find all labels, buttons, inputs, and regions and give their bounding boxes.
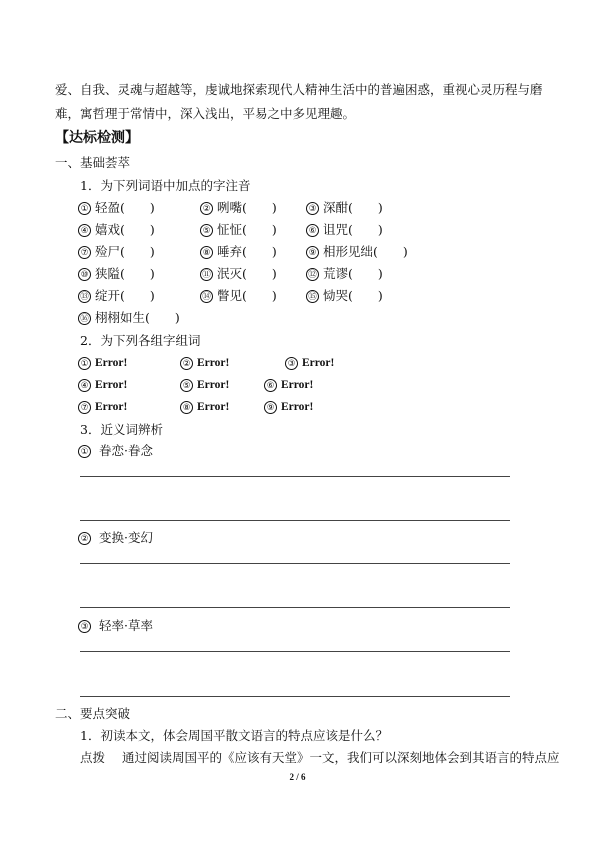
answer-line[interactable] bbox=[80, 607, 510, 608]
q1-item bbox=[200, 266, 277, 282]
item-number: ⑧ bbox=[180, 401, 193, 414]
item-number: ③ bbox=[285, 357, 298, 370]
q2-title: 2．为下列各组字组词 bbox=[80, 333, 201, 348]
item-text: Error! bbox=[95, 401, 128, 413]
q2-item bbox=[180, 399, 229, 415]
q1-item bbox=[78, 200, 155, 216]
tip-label: 点拨 bbox=[80, 750, 106, 765]
item-text: 嬉戏( ) bbox=[95, 222, 155, 237]
item-text: 荒谬( ) bbox=[323, 266, 383, 281]
q3-item bbox=[78, 530, 153, 546]
item-number: ⑨ bbox=[306, 246, 319, 259]
item-number: ⑥ bbox=[264, 379, 277, 392]
q1-title: 1．为下列词语中加点的字注音 bbox=[80, 178, 251, 193]
item-number: ⑨ bbox=[264, 401, 277, 414]
item-text: 唾弃( ) bbox=[217, 244, 277, 259]
item-number: ④ bbox=[78, 224, 91, 237]
item-text: 泯灭( ) bbox=[217, 266, 277, 281]
item-number: ③ bbox=[78, 620, 91, 633]
item-text: 轻盈( ) bbox=[95, 200, 155, 215]
answer-line[interactable] bbox=[80, 563, 510, 564]
q3-item bbox=[78, 443, 153, 459]
item-number: ⑫ bbox=[306, 268, 319, 281]
item-number: ① bbox=[78, 202, 91, 215]
item-number: ① bbox=[78, 357, 91, 370]
q2-item bbox=[264, 377, 313, 393]
intro-line-1: 爱、自我、灵魂与超越等，虔诚地探索现代人精神生活中的普遍困惑，重视心灵历程与磨 bbox=[55, 82, 543, 97]
item-text: 狭隘( ) bbox=[95, 266, 155, 281]
part2-q1: 1．初读本文，体会周国平散文语言的特点应该是什么？ bbox=[80, 728, 388, 743]
item-text: 栩栩如生( ) bbox=[95, 310, 180, 325]
item-number: ⑬ bbox=[78, 290, 91, 303]
q2-item bbox=[285, 355, 334, 371]
item-text: 瞥见( ) bbox=[217, 288, 277, 303]
q1-item bbox=[306, 266, 383, 282]
item-text: 殓尸( ) bbox=[95, 244, 155, 259]
item-number: ③ bbox=[306, 202, 319, 215]
section-heading: 【达标检测】 bbox=[55, 130, 139, 146]
answer-line[interactable] bbox=[80, 520, 510, 521]
item-text: 变换·变幻 bbox=[99, 530, 153, 545]
item-text: 恸哭( ) bbox=[323, 288, 383, 303]
q1-item bbox=[78, 244, 155, 260]
q2-item bbox=[78, 355, 127, 371]
answer-line[interactable] bbox=[80, 651, 510, 652]
q1-item bbox=[306, 288, 383, 304]
q1-item bbox=[78, 310, 180, 326]
q1-item bbox=[200, 222, 277, 238]
item-number: ⑮ bbox=[306, 290, 319, 303]
item-text: 诅咒( ) bbox=[323, 222, 383, 237]
part1-title: 一、基础荟萃 bbox=[55, 155, 131, 170]
item-text: Error! bbox=[95, 357, 128, 369]
item-number: ⑦ bbox=[78, 246, 91, 259]
item-number: ⑩ bbox=[78, 268, 91, 281]
item-number: ⑤ bbox=[200, 224, 213, 237]
q1-item bbox=[306, 222, 383, 238]
item-text: 相形见绌( ) bbox=[323, 244, 408, 259]
item-text: Error! bbox=[197, 357, 230, 369]
item-text: Error! bbox=[302, 357, 335, 369]
item-text: 怔怔( ) bbox=[217, 222, 277, 237]
q2-item bbox=[78, 399, 127, 415]
answer-line[interactable] bbox=[80, 696, 510, 697]
q1-item bbox=[200, 288, 277, 304]
item-number: ⑥ bbox=[306, 224, 319, 237]
item-number: ④ bbox=[78, 379, 91, 392]
item-text: 深酣( ) bbox=[323, 200, 383, 215]
item-text: 咧嘴( ) bbox=[217, 200, 277, 215]
q2-item bbox=[78, 377, 127, 393]
item-text: 轻率·草率 bbox=[99, 618, 153, 633]
q3-item bbox=[78, 618, 153, 634]
item-number: ① bbox=[78, 445, 91, 458]
q3-title: 3．近义词辨析 bbox=[80, 422, 163, 437]
item-text: Error! bbox=[197, 379, 230, 391]
q2-item bbox=[180, 377, 229, 393]
page-number: 2 / 6 bbox=[289, 772, 306, 782]
part2-title: 二、要点突破 bbox=[55, 706, 131, 721]
item-number: ⑭ bbox=[200, 290, 213, 303]
item-number: ⑧ bbox=[200, 246, 213, 259]
q1-item bbox=[78, 288, 155, 304]
item-number: ⑦ bbox=[78, 401, 91, 414]
q2-item bbox=[264, 399, 313, 415]
item-text: 绽开( ) bbox=[95, 288, 155, 303]
item-text: Error! bbox=[197, 401, 230, 413]
item-number: ⑪ bbox=[200, 268, 213, 281]
item-number: ② bbox=[78, 532, 91, 545]
item-number: ② bbox=[180, 357, 193, 370]
q1-item bbox=[200, 244, 277, 260]
intro-line-2: 难，寓哲理于常情中，深入浅出，平易之中多见理趣。 bbox=[55, 106, 356, 121]
q2-item bbox=[180, 355, 229, 371]
item-text: Error! bbox=[95, 379, 128, 391]
q1-item bbox=[200, 200, 277, 216]
q1-item bbox=[306, 244, 408, 260]
q1-item bbox=[306, 200, 383, 216]
item-number: ⑤ bbox=[180, 379, 193, 392]
q1-item bbox=[78, 222, 155, 238]
item-number: ⑯ bbox=[78, 312, 91, 325]
item-number: ② bbox=[200, 202, 213, 215]
tip-text: 通过阅读周国平的《应该有天堂》一文，我们可以深刻地体会到其语言的特点应 bbox=[122, 750, 560, 765]
answer-line[interactable] bbox=[80, 476, 510, 477]
item-text: 眷恋·眷念 bbox=[99, 443, 153, 458]
item-text: Error! bbox=[281, 401, 314, 413]
q1-item bbox=[78, 266, 155, 282]
item-text: Error! bbox=[281, 379, 314, 391]
